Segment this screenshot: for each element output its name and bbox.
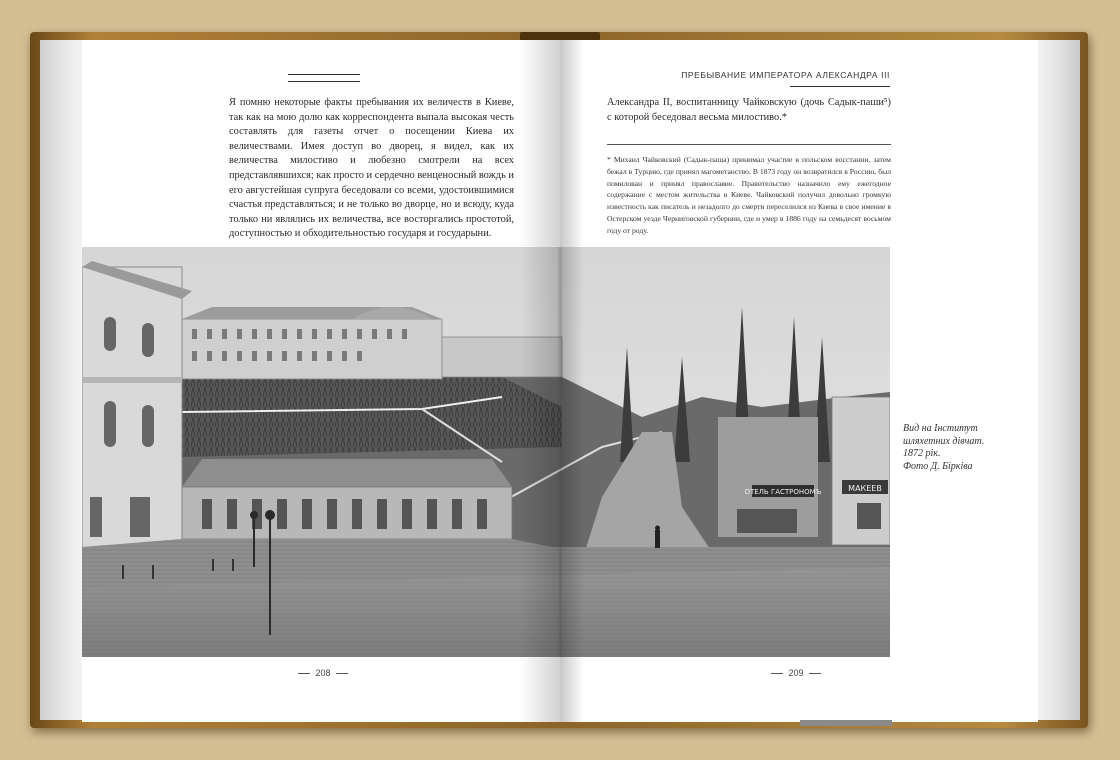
footnote: * Михаил Чайковский (Садык-паша) принимал участие в польском восстании, затем бежал в Турцию, где принял магометанство. В 1873 году он возвратился в Россию, был помилован и принял православие. Правительство назначило ему ежегодное содержание с местом жительства в Киеве. Чайковский получил довольно громкую известность как писатель и незадолго до смерти переселился из Киева в свое имение в Остерском уезде Черниговской губернии, где и умер в 1886 году на семьдесят восьмом году от роду. — [607, 155, 891, 235]
bookmark-ribbon — [800, 720, 892, 726]
page-number-left — [283, 668, 363, 678]
caption-line: Фото Д. Бірківа — [903, 460, 973, 472]
right-page-body: Александра II, воспитанницу Чайковскую (дочь Садык-паши⁵) с которой беседовал весьма милостиво.* — [607, 97, 891, 123]
caption-line: шляхетних дівчат. — [903, 435, 985, 447]
page-number-right — [756, 668, 836, 678]
folio-dash — [809, 673, 821, 674]
page-stack-left — [40, 40, 84, 720]
paragraph: Я помню некоторые факты пребывания их величеств в Киеве, так как на мою долю как корреспондента выпала высокая честь составлять для газеты отчет о посещении Киева их величествами. Имея доступ во дворец, я видел, как их величества милостиво и любезно смотрели на всех представлявшихся; как просто и сердечно венценосный вождь и его августейшая супруга беседовали со всеми, удостоившимися счастья представляться; и не только во дворце, но и всюду, куда только ни являлись их величества, все восторгались простотой, доступностью и обходительностью государя и государыни. — [229, 97, 514, 240]
caption-line: Вид на Інститут — [903, 423, 978, 434]
street-scene-illustration — [82, 247, 890, 657]
caption-line: 1872 рік. — [903, 448, 941, 460]
folio-dash — [771, 673, 783, 674]
hotel-sign: ОТЕЛЬ ГАСТРОНОМЪ — [744, 488, 822, 496]
running-head: ПРЕБЫВАНИЕ ИМПЕРАТОРА АЛЕКСАНДРА III — [681, 70, 890, 80]
footnote-rule — [607, 144, 891, 145]
shop-sign: МАКЕЕВ — [848, 484, 882, 493]
historical-photo — [82, 247, 890, 657]
folio-dash — [298, 673, 310, 674]
photo-caption — [903, 423, 1013, 473]
decorative-rule — [288, 74, 360, 82]
folio-dash — [336, 673, 348, 674]
folio-value: 209 — [788, 668, 804, 678]
running-head-rule — [790, 86, 890, 87]
folio-value: 208 — [315, 668, 331, 678]
page-stack-right — [1036, 40, 1080, 720]
